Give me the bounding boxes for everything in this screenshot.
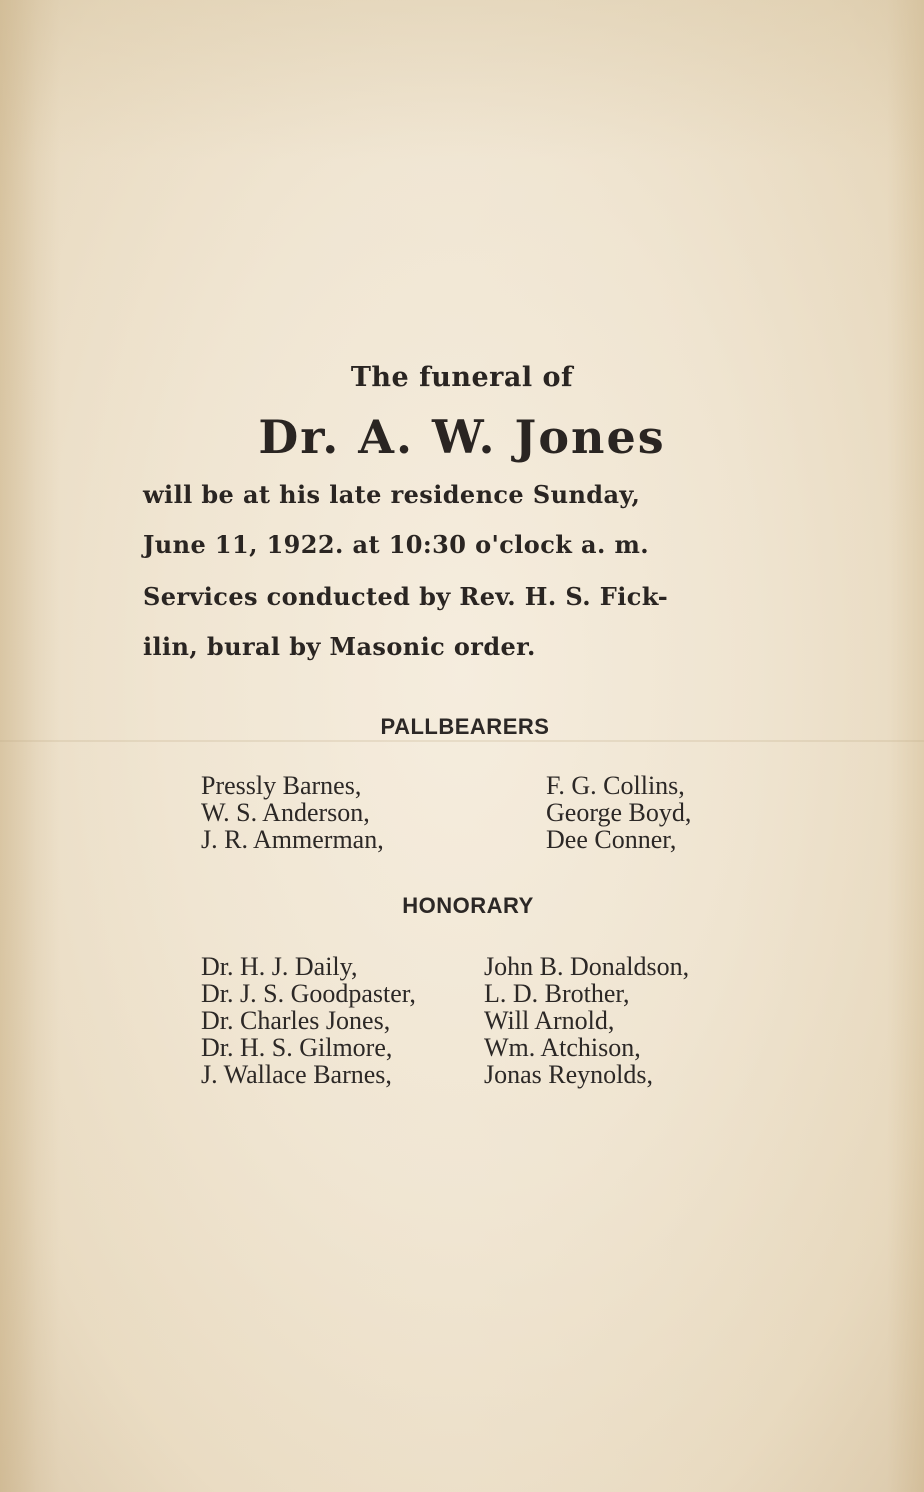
honorary-name: Will Arnold, (484, 1006, 615, 1035)
honorary-name: Dr. H. S. Gilmore, (201, 1033, 393, 1062)
pallbearers-right-column (546, 772, 691, 853)
pallbearers-heading: PALLBEARERS (380, 714, 550, 739)
honorary-right-column (484, 953, 689, 1088)
notice-line-3: Services conducted by Rev. H. S. Fick- (143, 582, 669, 611)
honorary-name: L. D. Brother, (484, 979, 630, 1008)
honorary-name: Jonas Reynolds, (484, 1060, 653, 1089)
deceased-name: Dr. A. W. Jones (258, 410, 666, 464)
pallbearer-name: Dee Conner, (546, 825, 677, 854)
pallbearer-name: J. R. Ammerman, (201, 825, 384, 854)
paper-stain-left (0, 0, 60, 1492)
pallbearers-left-column (201, 772, 384, 853)
honorary-name: Dr. H. J. Daily, (201, 952, 358, 981)
notice-line-4: ilin, bural by Masonic order. (143, 632, 536, 661)
honorary-name: Wm. Atchison, (484, 1033, 641, 1062)
pallbearer-name: Pressly Barnes, (201, 771, 362, 800)
notice-line-2: June 11, 1922. at 10:30 o'clock a. m. (143, 530, 650, 559)
paper-stain-top (0, 0, 924, 160)
honorary-name: John B. Donaldson, (484, 952, 690, 981)
notice-title: The funeral of (350, 362, 574, 393)
pallbearer-name: George Boyd, (546, 798, 692, 827)
honorary-left-column (201, 953, 416, 1088)
pallbearer-name: F. G. Collins, (546, 771, 685, 800)
honorary-name: Dr. J. S. Goodpaster, (201, 979, 416, 1008)
honorary-heading: HONORARY (402, 893, 534, 918)
notice-line-1: will be at his late residence Sunday, (143, 480, 641, 509)
paper-fold-line (0, 740, 924, 742)
honorary-name: J. Wallace Barnes, (201, 1060, 392, 1089)
honorary-name: Dr. Charles Jones, (201, 1006, 391, 1035)
pallbearer-name: W. S. Anderson, (201, 798, 370, 827)
